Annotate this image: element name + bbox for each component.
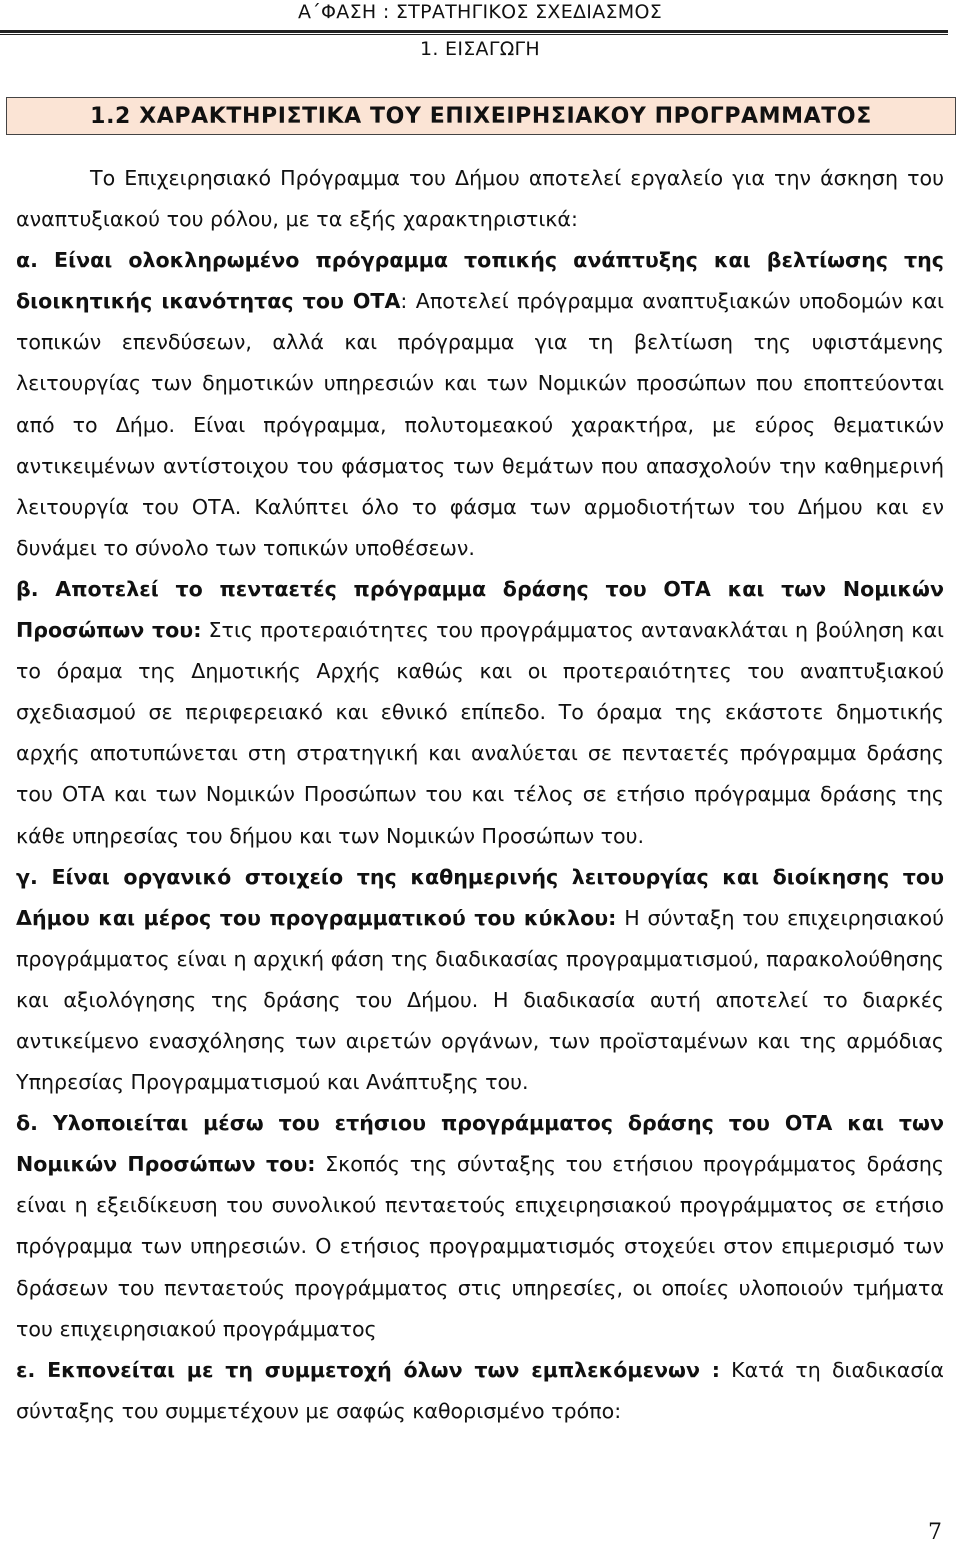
item-c-text: Η σύνταξη του επιχειρησιακού προγράμματος είναι η αρχική φάση της διαδικασίας προγραμματισμού, παρακολούθησης και αξιολόγησης της δράσης του Δήμου. Η διαδικασία αυτή αποτελεί το διαρκές αντικείμενο ενασχόλησης των αιρετών οργάνων, των προϊσταμένων και της αρμόδιας Υπηρεσίας Προγραμματισμού και Ανάπτυξης του. (16, 905, 944, 1095)
item-e-heading: ε. Εκπονείται με τη συμμετοχή όλων των εμπλεκόμενων : (16, 1357, 720, 1382)
item-a-heading: α. Είναι ολοκληρωμένο πρόγραμμα τοπικής ανάπτυξης και βελτίωσης της διοικητικής ικανότητας του ΟΤΑ (16, 248, 944, 314)
section-title-box (6, 97, 956, 135)
item-e-text: Κατά τη διαδικασία σύνταξης του συμμετέχουν με σαφώς καθορισμένο τρόπο: (16, 1357, 944, 1423)
intro-paragraph: Το Επιχειρησιακό Πρόγραμμα του Δήμου αποτελεί εργαλείο για την άσκηση του αναπτυξιακού του ρόλου, με τα εξής χαρακτηριστικά: (16, 166, 944, 232)
section-title: 1.2 ΧΑΡΑΚΤΗΡΙΣΤΙΚΑ ΤΟΥ ΕΠΙΧΕΙΡΗΣΙΑΚΟΥ ΠΡΟΓΡΑΜΜΑΤΟΣ (90, 103, 872, 129)
item-e (16, 1350, 944, 1432)
header-rule-thin (0, 34, 948, 35)
item-a (16, 240, 944, 569)
item-b-text: Στις προτεραιότητες του προγράμματος αντανακλάται η βούληση και το όραμα της Δημοτικής Αρχής καθώς και οι προτεραιότητες του αναπτυξιακού σχεδιασμού σε περιφερειακό και εθνικό επίπεδο. Το όραμα της εκάστοτε δημοτικής αρχής αποτυπώνεται στη στρατηγική και αναλύεται σε πενταετές πρόγραμμα δράσης του ΟΤΑ και των Νομικών Προσώπων του και τέλος σε ετήσιο πρόγραμμα δράσης της κάθε υπηρεσίας του δήμου και των Νομικών Προσώπων του. (16, 618, 944, 848)
item-b (16, 569, 944, 857)
item-b-heading: β. Αποτελεί το πενταετές πρόγραμμα δράσης του ΟΤΑ και των Νομικών Προσώπων του: (16, 576, 944, 643)
item-c (16, 857, 944, 1104)
running-header-chapter: 1. ΕΙΣΑΓΩΓΗ (419, 38, 541, 60)
header-rule (0, 30, 948, 33)
item-c-heading: γ. Είναι οργανικό στοιχείο της καθημερινής λειτουργίας και διοίκησης του Δήμου και μέρος του προγραμματικού του κύκλου: (16, 864, 944, 930)
document-body (16, 158, 944, 1432)
page-number: 7 (928, 1520, 942, 1545)
running-header-title: Α΄ΦΑΣΗ : ΣΤΡΑΤΗΓΙΚΟΣ ΣΧΕΔΙΑΣΜΟΣ (297, 1, 663, 23)
item-d (16, 1103, 944, 1350)
item-a-text: : Αποτελεί πρόγραμμα αναπτυξιακών υποδομών και τοπικών επενδύσεων, αλλά και πρόγραμμα για τη βελτίωση της υφιστάμενης λειτουργίας των δημοτικών υπηρεσιών και των Νομικών προσώπων που εποπτεύονται από το Δήμο. Είναι πρόγραμμα, πολυτομεακού χαρακτήρα, με εύρος θεματικών αντικειμένων αντίστοιχου του φάσματος των θεμάτων που απασχολούν την καθημερινή λειτουργία του ΟΤΑ. Καλύπτει όλο το φάσμα των αρμοδιοτήτων του Δήμου και εν δυνάμει το σύνολο των τοπικών υποθέσεων. (16, 289, 944, 560)
item-d-text: Σκοπός της σύνταξης του ετήσιου προγράμματος δράσης είναι η εξειδίκευση του συνολικού πενταετούς επιχειρησιακού προγράμματος σε ετήσιο πρόγραμμα των υπηρεσιών. Ο ετήσιος προγραμματισμός στοχεύει στον επιμερισμό των δράσεων του πενταετούς προγράμματος στις υπηρεσίες, οι οποίες υλοποιούν τμήματα του επιχειρησιακού προγράμματος (16, 1152, 945, 1341)
item-d-heading: δ. Υλοποιείται μέσω του ετήσιου προγράμματος δράσης του ΟΤΑ και των Νομικών Προσώπων του: (16, 1111, 944, 1177)
